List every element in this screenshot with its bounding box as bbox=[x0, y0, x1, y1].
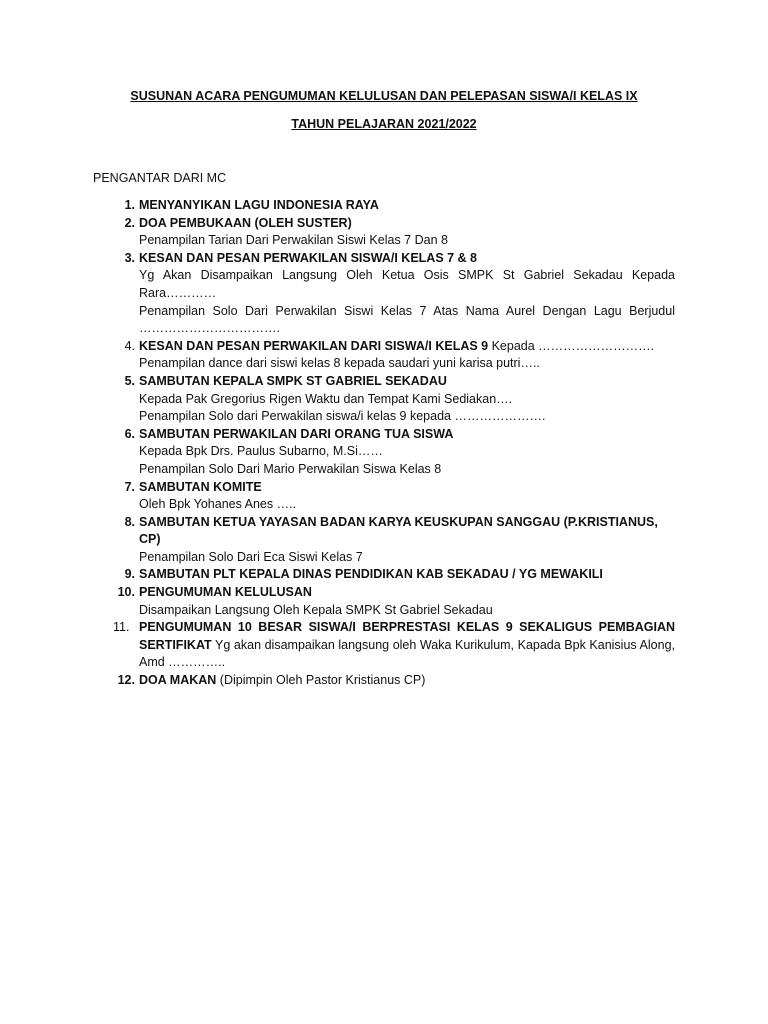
item-heading: SAMBUTAN KEPALA SMPK ST GABRIEL SEKADAU bbox=[139, 373, 447, 388]
item-heading: SAMBUTAN KETUA YAYASAN BADAN KARYA KEUSKUPAN SANGGAU (P.KRISTIANUS, CP) bbox=[139, 514, 658, 547]
agenda-item bbox=[113, 566, 675, 584]
item-number: 4. bbox=[124, 338, 135, 353]
agenda-item bbox=[113, 215, 675, 250]
item-heading: KESAN DAN PESAN PERWAKILAN DARI SISWA/I KELAS 9 bbox=[139, 338, 489, 353]
item-heading: SAMBUTAN PLT KEPALA DINAS PENDIDIKAN KAB SEKADAU / YG MEWAKILI bbox=[139, 567, 603, 582]
agenda-item bbox=[113, 373, 675, 426]
item-number: 12. bbox=[117, 673, 135, 688]
item-number: 8. bbox=[124, 514, 135, 529]
item-number: 11. bbox=[113, 620, 130, 635]
item-detail: Kepada Pak Gregorius Rigen Waktu dan Tempat Kami Sediakan…. bbox=[139, 391, 513, 406]
intro-text: PENGANTAR DARI MC bbox=[93, 171, 227, 185]
agenda-item bbox=[113, 514, 675, 567]
agenda-item bbox=[113, 338, 675, 373]
item-number: 3. bbox=[124, 250, 135, 265]
agenda-item bbox=[113, 250, 675, 338]
item-detail: Kepada Bpk Drs. Paulus Subarno, M.Si…… bbox=[139, 444, 383, 459]
item-number: 1. bbox=[124, 198, 135, 212]
item-detail: Oleh Bpk Yohanes Anes ….. bbox=[139, 497, 297, 512]
agenda-item bbox=[113, 426, 675, 479]
item-heading: DOA PEMBUKAAN (OLEH SUSTER) bbox=[139, 215, 352, 230]
agenda-item bbox=[113, 197, 675, 215]
agenda-item bbox=[113, 619, 675, 672]
item-detail: Penampilan Tarian Dari Perwakilan Siswi Kelas 7 Dan 8 bbox=[139, 233, 448, 248]
item-heading: PENGUMUMAN 10 BESAR SISWA/I BERPRESTASI KELAS 9 SEKALIGUS PEMBAGIAN SERTIFIKAT bbox=[139, 620, 675, 652]
item-number: 2. bbox=[124, 215, 135, 230]
agenda-item bbox=[113, 584, 675, 619]
item-detail: Penampilan Solo Dari Eca Siswi Kelas 7 bbox=[139, 549, 363, 564]
agenda-item bbox=[113, 672, 675, 690]
item-heading: SAMBUTAN KOMITE bbox=[139, 479, 262, 494]
item-number: 7. bbox=[124, 479, 135, 494]
item-heading-suffix: (Dipimpin Oleh Pastor Kristianus CP) bbox=[216, 673, 426, 688]
item-heading: DOA MAKAN bbox=[139, 673, 217, 688]
item-number: 5. bbox=[124, 373, 135, 388]
item-heading: MENYANYIKAN LAGU INDONESIA RAYA bbox=[139, 198, 379, 212]
item-detail: Penampilan Solo dari Perwakilan siswa/i kelas 9 kepada …………………. bbox=[139, 409, 546, 424]
item-heading-suffix: Kepada ………………………. bbox=[488, 338, 655, 353]
document-title: SUSUNAN ACARA PENGUMUMAN KELULUSAN DAN PELEPASAN SISWA/I KELAS IX bbox=[130, 89, 638, 103]
item-detail: Penampilan dance dari siswi kelas 8 kepada saudari yuni karisa putri….. bbox=[139, 356, 540, 371]
item-detail: Penampilan Solo Dari Perwakilan Siswi Kelas 7 Atas Nama Aurel Dengan Lagu Berjudul ……………………………. bbox=[139, 303, 675, 336]
item-number: 6. bbox=[124, 426, 135, 441]
agenda-item bbox=[113, 479, 675, 514]
item-number: 9. bbox=[124, 567, 135, 582]
item-detail: Disampaikan Langsung Oleh Kepala SMPK St Gabriel Sekadau bbox=[139, 602, 493, 617]
item-detail: Penampilan Solo Dari Mario Perwakilan Siswa Kelas 8 bbox=[139, 461, 442, 476]
item-heading-suffix: Yg akan disampaikan langsung oleh Waka Kurikulum, Kapada Bpk Kanisius Along, Amd ………….. bbox=[139, 637, 675, 670]
agenda-list bbox=[113, 197, 675, 690]
item-heading: PENGUMUMAN KELULUSAN bbox=[139, 585, 312, 600]
document-subtitle: TAHUN PELAJARAN 2021/2022 bbox=[291, 117, 477, 131]
item-detail: Yg Akan Disampaikan Langsung Oleh Ketua Osis SMPK St Gabriel Sekadau Kepada Rara………… bbox=[139, 268, 675, 300]
item-number: 10. bbox=[117, 585, 135, 600]
item-heading: KESAN DAN PESAN PERWAKILAN SISWA/I KELAS 7 & 8 bbox=[139, 250, 478, 265]
item-heading: SAMBUTAN PERWAKILAN DARI ORANG TUA SISWA bbox=[139, 426, 454, 441]
